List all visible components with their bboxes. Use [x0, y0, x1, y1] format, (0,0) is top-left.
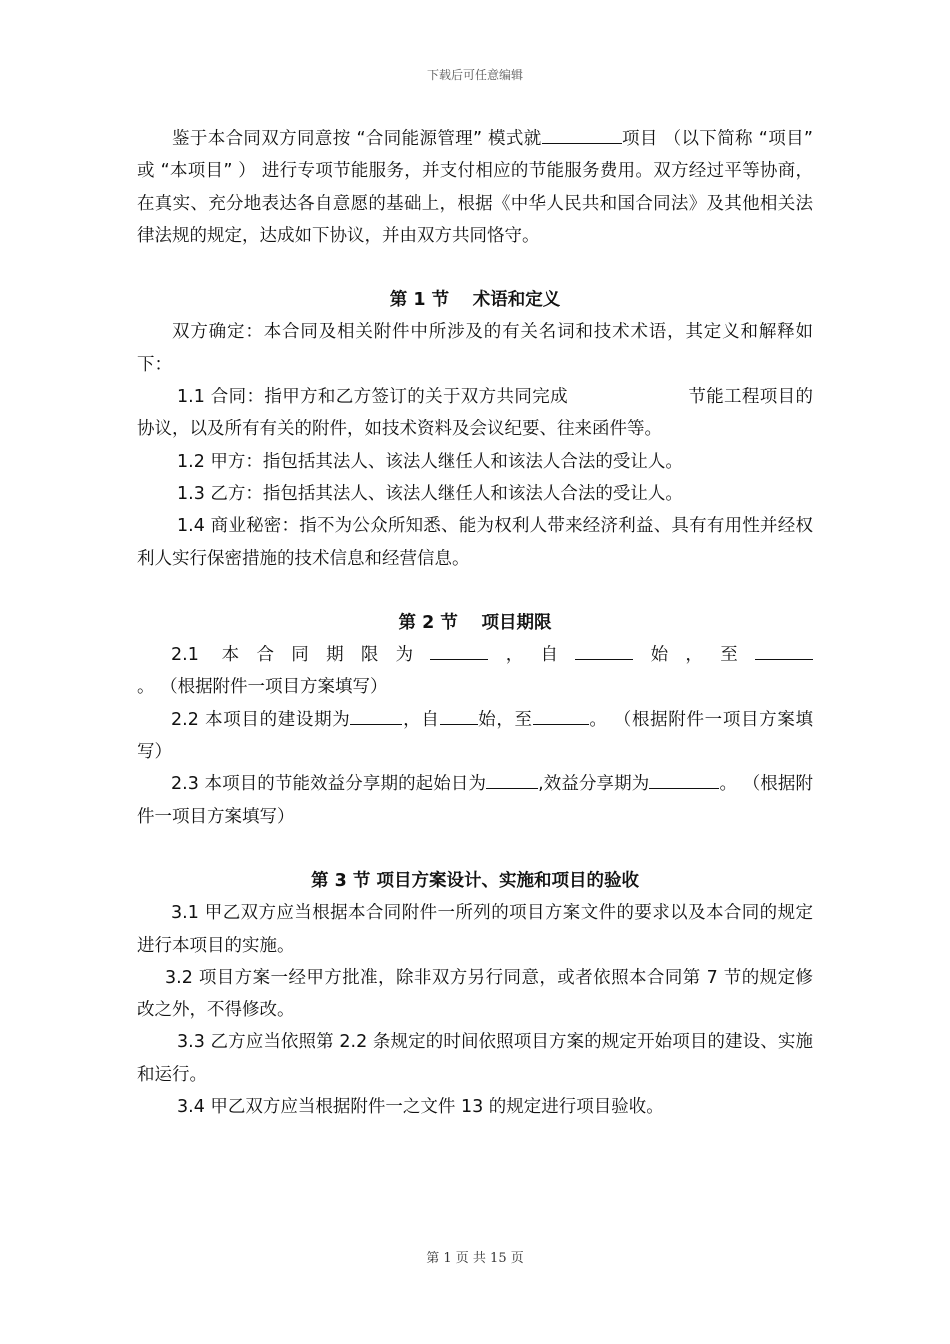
clause-2-1-text-b: ，自: [488, 645, 576, 666]
clause-2-3-text-a: 2.3 本项目的节能效益分享期的起始日为: [171, 774, 487, 795]
clause-2-3-text-c: 。 （根据附件一项目方案填写）: [137, 774, 813, 827]
sharing-start-blank: [486, 771, 538, 789]
clause-2-1-text-c: 始，至: [633, 645, 756, 666]
page-header: 下载后可任意编辑: [426, 68, 523, 82]
clause-1-1: [137, 381, 813, 446]
construction-start-blank: [440, 707, 478, 725]
construction-term-blank: [350, 707, 402, 725]
clause-2-3-text-b: ,效益分享期为: [538, 774, 650, 795]
section-1-lead: 双方确定：本合同及相关附件中所涉及的有关名词和技术术语，其定义和解释如下：: [137, 322, 813, 375]
sharing-term-blank: [649, 771, 719, 789]
clause-1-2: 1.2 甲方：指包括其法人、该法人继任人和该法人合法的受让人。: [177, 451, 683, 472]
document-body: [137, 123, 813, 1123]
clause-2-2: [137, 704, 813, 769]
clause-2-1-text-a: 2.1 本合同期限为: [171, 645, 431, 666]
intro-text-b: 项目 （以下简称 “项目” 或 “本项目” ） 进行专项节能服务，并支付相应的节能服务费用。双方经过平等协商， 在真实、充分地表达各自意愿的基础上，根据《中华人民共和国合同法》及其他相关法律法规的规定，达成如下协议，并由双方共同恪守。: [137, 129, 813, 246]
contract-end-blank: [755, 642, 813, 660]
clause-1-4: 1.4 商业秘密：指不为公众所知悉、能为权利人带来经济利益、具有有用性并经权利人实行保密措施的技术信息和经营信息。: [137, 516, 813, 569]
intro-text-a: 鉴于本合同双方同意按 “合同能源管理” 模式就: [172, 129, 542, 149]
construction-end-blank: [533, 707, 589, 725]
contract-term-blank: [430, 642, 488, 660]
section-3-title: 第 3 节 项目方案设计、实施和项目的验收: [311, 870, 639, 891]
clause-2-1-text-d: 。 （根据附件一项目方案填写）: [137, 677, 388, 698]
intro-paragraph: [137, 123, 813, 252]
clause-2-2-text-b: ，自: [402, 709, 440, 730]
clause-3-1: 3.1 甲乙双方应当根据本合同附件一所列的项目方案文件的要求以及本合同的规定进行本项目的实施。: [137, 903, 813, 956]
clause-2-1: [137, 639, 813, 704]
clause-2-2-text-d: 。 （根据附件一项目方案填写）: [137, 709, 814, 763]
clause-2-2-text-c: 始，至: [477, 709, 533, 730]
contract-start-blank: [575, 642, 633, 660]
clause-1-3: 1.3 乙方：指包括其法人、该法人继任人和该法人合法的受让人。: [177, 483, 683, 504]
clause-2-3: [137, 768, 813, 833]
clause-2-2-text-a: 2.2 本项目的建设期为: [171, 709, 351, 730]
clause-1-1-text-a: 1.1 合同：指甲方和乙方签订的关于双方共同完成: [177, 387, 568, 408]
page-footer: 第 1 页 共 15 页: [426, 1251, 524, 1266]
clause-1-1-text-b: 节能工程项目的协议，以及所有有关的附件，如技术资料及会议纪要、往来函件等。: [137, 387, 813, 440]
clause-3-3: 3.3 乙方应当依照第 2.2 条规定的时间依照项目方案的规定开始项目的建设、实施和运行。: [137, 1032, 813, 1085]
section-1-title: 第 1 节 术语和定义: [389, 290, 561, 311]
clause-3-2: 3.2 项目方案一经甲方批准，除非双方另行同意，或者依照本合同第 7 节的规定修改之外，不得修改。: [137, 967, 813, 1021]
project-name-blank: [542, 126, 622, 144]
clause-3-4: 3.4 甲乙双方应当根据附件一之文件 13 的规定进行项目验收。: [177, 1097, 664, 1118]
section-2-title: 第 2 节 项目期限: [398, 612, 552, 633]
